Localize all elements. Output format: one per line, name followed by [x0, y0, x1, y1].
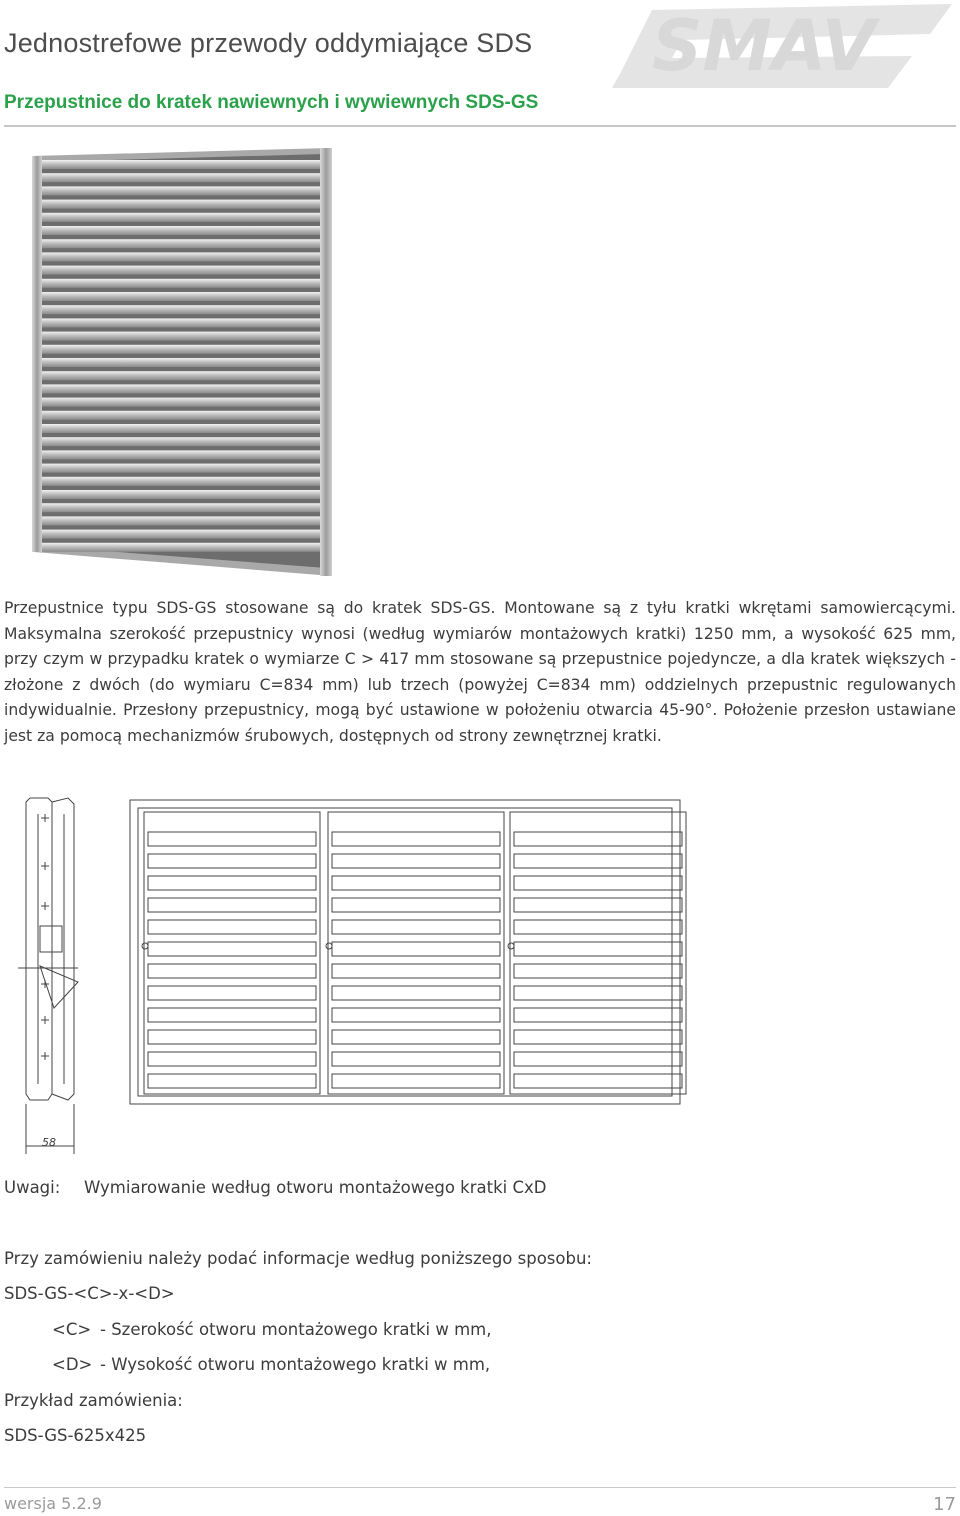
damper-panel [508, 812, 686, 1094]
louvre [332, 942, 500, 956]
slat [40, 332, 324, 341]
louvre [332, 964, 500, 978]
louvre [514, 876, 682, 890]
slat [40, 345, 324, 354]
param-d-code: <D> [52, 1355, 93, 1374]
louvre [514, 942, 682, 956]
louvre [514, 1074, 682, 1088]
slat [40, 318, 324, 327]
slat [40, 530, 324, 539]
slat [40, 477, 324, 486]
slat [40, 450, 324, 459]
louvre [514, 832, 682, 846]
slat [40, 490, 324, 499]
param-c-code: <C> [52, 1320, 92, 1339]
header-divider [4, 125, 956, 127]
slat [40, 160, 324, 169]
louvre [332, 898, 500, 912]
louvre [148, 920, 316, 934]
slat [40, 279, 324, 288]
louvre [332, 876, 500, 890]
louvre [332, 1074, 500, 1088]
louvre [514, 964, 682, 978]
front-view [130, 800, 686, 1104]
page-subtitle: Przepustnice do kratek nawiewnych i wywiewnych SDS-GS [4, 92, 539, 113]
louvre [148, 876, 316, 890]
slat [40, 305, 324, 314]
louvre [148, 1052, 316, 1066]
louvre [514, 986, 682, 1000]
damper-photo [24, 144, 336, 580]
slat [40, 173, 324, 182]
louvre [148, 832, 316, 846]
louvre [148, 854, 316, 868]
slat [40, 213, 324, 222]
slat [40, 398, 324, 407]
param-c-text: - Szerokość otworu montażowego kratki w mm, [100, 1320, 492, 1339]
slat [40, 503, 324, 512]
louvre [514, 854, 682, 868]
louvre [332, 1052, 500, 1066]
louvre [148, 1030, 316, 1044]
louvre [332, 854, 500, 868]
slat [40, 516, 324, 525]
technical-drawing [18, 794, 688, 1160]
notes-text: Wymiarowanie według otworu montażowego kratki CxD [84, 1178, 547, 1197]
slat [40, 239, 324, 248]
louvre [148, 1074, 316, 1088]
pivot-hole [326, 943, 332, 949]
notes-label: Uwagi: [4, 1178, 61, 1197]
slat [40, 437, 324, 446]
louvre [332, 920, 500, 934]
pivot-hole [508, 943, 514, 949]
slat [40, 292, 324, 301]
product-description: Przepustnice typu SDS-GS stosowane są do kratek SDS-GS. Montowane są z tyłu kratki wkrętami samowiercącymi. Maksymalna szerokość przepustnicy wynosi (według wymiarów montażowych kratki) 1250 mm, a wysokość 625 mm, przy czym w przypadku kratek o wymiarze C > 417 mm stosowane są przepustnice pojedyncze, a dla kratek większych - złożone z dwóch (do wymiaru C=834 mm) lub trzech (powyżej C=834 mm) oddzielnych przepustnic regulowanych indywidualnie. Przesłony przepustnicy, mogą być ustawione w położeniu otwarcia 45-90°. Położenie przesłon ustawiane jest za pomocą mechanizmów śrubowych, dostępnych od strony zewnętrznej kratki. [4, 599, 956, 745]
footer-divider [4, 1487, 956, 1488]
slat [40, 464, 324, 473]
param-d-text: - Wysokość otworu montażowego kratki w mm, [100, 1355, 491, 1374]
order-format: SDS-GS-<C>-x-<D> [4, 1284, 175, 1303]
louvre [514, 1008, 682, 1022]
damper-panel [326, 812, 504, 1094]
example-value: SDS-GS-625x425 [4, 1426, 147, 1445]
louvre [148, 964, 316, 978]
slat [40, 200, 324, 209]
louvre [148, 898, 316, 912]
side-profile-view [18, 798, 78, 1154]
dimension-58: 58 [42, 1136, 56, 1149]
louvre [332, 832, 500, 846]
louvre [332, 986, 500, 1000]
slat [40, 543, 324, 552]
slat [40, 252, 324, 261]
order-intro: Przy zamówieniu należy podać informacje według poniższego sposobu: [4, 1249, 592, 1268]
page-number: 17 [933, 1494, 956, 1515]
slat [40, 226, 324, 235]
example-label: Przykład zamówienia: [4, 1391, 183, 1410]
louvre [148, 1008, 316, 1022]
louvre [148, 942, 316, 956]
smav-logo [612, 0, 960, 90]
page-title: Jednostrefowe przewody oddymiające SDS [4, 28, 533, 58]
slat [40, 358, 324, 367]
slat [40, 266, 324, 275]
slat [40, 384, 324, 393]
louvre [514, 920, 682, 934]
pivot-hole [142, 943, 148, 949]
louvre [332, 1030, 500, 1044]
slat [40, 371, 324, 380]
slat [40, 411, 324, 420]
louvre [514, 1052, 682, 1066]
louvre [148, 986, 316, 1000]
slat [40, 186, 324, 195]
damper-panel [142, 812, 320, 1094]
louvre [514, 898, 682, 912]
louvre [332, 1008, 500, 1022]
slat [40, 424, 324, 433]
version-label: wersja 5.2.9 [4, 1494, 102, 1513]
logo-text: SMAV [652, 5, 876, 87]
louvre [514, 1030, 682, 1044]
